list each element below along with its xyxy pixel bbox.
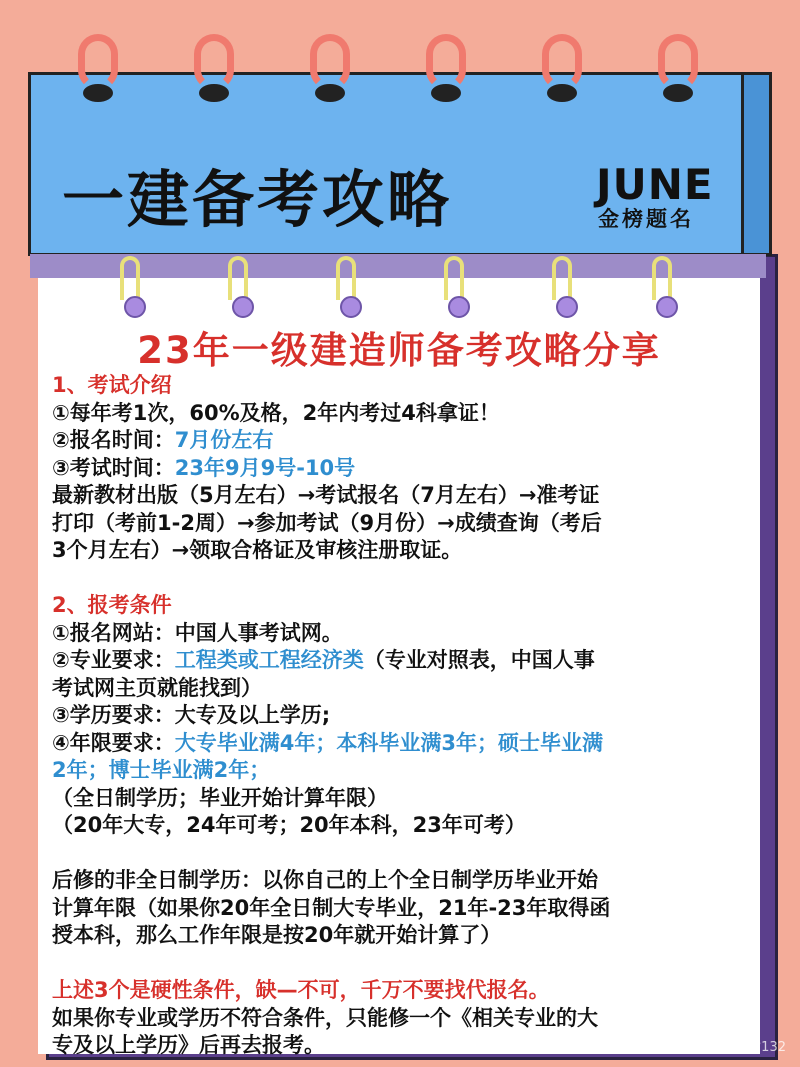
years-value: 大专毕业满4年；本科毕业满3年；硕士毕业满 — [174, 730, 604, 755]
hook-icon — [444, 256, 464, 300]
flow-line2: 打印（考前1-2周）→参加考试（9月份）→成绩查询（考后 — [52, 510, 602, 535]
section1-line3 — [52, 455, 752, 483]
flow-line1: 最新教材出版（5月左右）→考试报名（7月左右）→准考证 — [52, 483, 600, 507]
watermark: 小红书号：7307?132 — [656, 1040, 786, 1055]
section1-heading: 1、考试介绍 — [52, 373, 172, 397]
binder-ring-icon — [542, 34, 582, 90]
hook-icon — [120, 256, 140, 300]
signup-time-label: ②报名时间： — [52, 428, 175, 452]
section2-line2 — [52, 647, 752, 675]
warning-para2: 专及以上学历》后再去报考。 — [52, 1033, 325, 1057]
section1-line1: ①每年考1次，60%及格，2年内考过4科拿证！ — [52, 400, 500, 425]
title-month: JUNE — [596, 160, 714, 209]
section2-line1: ①报名网站：中国人事考试网。 — [52, 620, 343, 645]
major-value: 工程类或工程经济类 — [174, 648, 364, 672]
section2-note2: （20年大专，24年可考；20年本科，23年可考） — [52, 813, 526, 837]
section1-line2 — [52, 427, 752, 455]
hook-icon — [228, 256, 248, 300]
hook-icon — [552, 256, 572, 300]
bead-icon — [556, 296, 578, 318]
bead-icon — [124, 296, 146, 318]
part-time-line3: 授本科，那么工作年限是按20年就开始计算了） — [52, 923, 502, 947]
page-subtitle: 23年一级建造师备考攻略分享 — [137, 329, 661, 372]
hook-icon — [652, 256, 672, 300]
exam-time-value: 23年9月9号-10号 — [174, 455, 356, 480]
section2-heading: 2、报考条件 — [52, 593, 172, 617]
section2-line2-cont: 考试网主页就能找到） — [52, 675, 262, 700]
section2-line3: ③学历要求：大专及以上学历; — [52, 703, 331, 727]
binder-hole-icon — [315, 84, 345, 102]
bead-icon — [340, 296, 362, 318]
header-edge-strip — [741, 75, 769, 253]
bead-icon — [232, 296, 254, 318]
binder-hole-icon — [547, 84, 577, 102]
binder-ring-icon — [194, 34, 234, 90]
binder-ring-icon — [426, 34, 466, 90]
bead-icon — [656, 296, 678, 318]
binder-hole-icon — [83, 84, 113, 102]
spacer — [52, 565, 752, 593]
bead-icon — [448, 296, 470, 318]
binder-ring-icon — [78, 34, 118, 90]
title-slogan: 金榜题名 — [598, 207, 694, 231]
article-body — [52, 372, 752, 1060]
section2-note1: （全日制学历；毕业开始计算年限） — [52, 785, 388, 810]
section2-line4-cont: 2年；博士毕业满2年； — [52, 758, 271, 782]
years-label: ④年限要求： — [52, 730, 175, 755]
binder-hole-icon — [663, 84, 693, 102]
exam-time-label: ③考试时间： — [52, 455, 175, 480]
warning-line: 上述3个是硬性条件，缺—不可，千万不要找代报名。 — [52, 978, 550, 1002]
part-time-line2: 计算年限（如果你20年全日制大专毕业，21年-23年取得函 — [52, 895, 611, 920]
hook-icon — [336, 256, 356, 300]
section2-line4 — [52, 730, 752, 758]
binder-hole-icon — [431, 84, 461, 102]
spacer — [52, 950, 752, 978]
signup-time-value: 7月份左右 — [174, 428, 274, 452]
major-note: （专业对照表，中国人事 — [363, 648, 595, 672]
binder-ring-icon — [658, 34, 698, 90]
main-title: 一建备考攻略 — [62, 163, 453, 236]
flow-line3: 3个月左右）→领取合格证及审核注册取证。 — [52, 538, 463, 562]
binder-hole-icon — [199, 84, 229, 102]
part-time-line1: 后修的非全日制学历：以你自己的上个全日制学历毕业开始 — [52, 868, 598, 892]
warning-para1: 如果你专业或学历不符合条件，只能修一个《相关专业的大 — [52, 1005, 598, 1030]
major-label: ②专业要求： — [52, 648, 175, 672]
spacer — [52, 840, 752, 868]
binder-ring-icon — [310, 34, 350, 90]
